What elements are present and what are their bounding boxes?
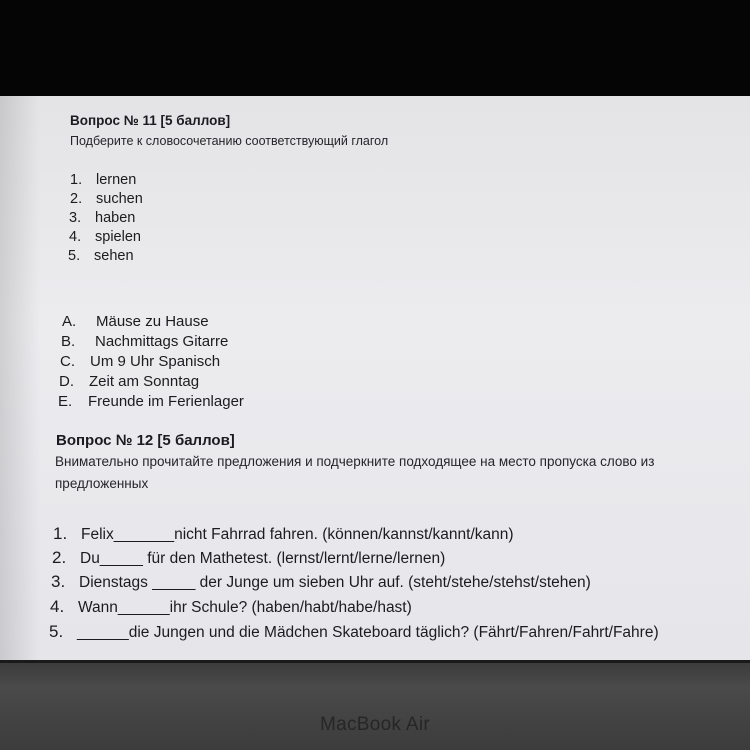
laptop-screen <box>0 96 750 660</box>
laptop-brand-label: MacBook Air <box>320 714 430 735</box>
sentence-item: 5. ______die Jungen und die Mädchen Skateboard täglich? (Fährt/Fahren/Fahrt/Fahre) <box>49 622 659 641</box>
phrase-item: C. Um 9 Uhr Spanisch <box>60 353 221 370</box>
dark-background-top <box>0 0 750 96</box>
sentence-item: 4. Wann______ihr Schule? (haben/habt/habe/hast) <box>50 597 412 616</box>
sentence-item: 2. Du_____ für den Mathetest. (lernst/lernt/lerne/lernen) <box>52 548 446 567</box>
phrase-item: A. Mäuse zu Hause <box>62 313 209 330</box>
question-12-title: Вопрос № 12 [5 баллов] <box>56 432 235 449</box>
question-11-title: Вопрос № 11 [5 баллов] <box>70 113 231 128</box>
question-12-instruction-cont: предложенных <box>55 476 149 491</box>
verb-item: 1. lernen <box>70 172 137 188</box>
phrase-item: E. Freunde im Ferienlager <box>58 393 244 410</box>
screen-shadow <box>0 96 40 660</box>
question-12-instruction: Внимательно прочитайте предложения и подчеркните подходящее на место пропуска слово из <box>55 454 655 469</box>
screen-edge <box>0 660 750 663</box>
phrase-item: B. Nachmittags Gitarre <box>61 333 229 350</box>
question-11-instruction: Подберите к словосочетанию соответствующий глагол <box>70 134 389 148</box>
verb-item: 2. suchen <box>70 191 143 207</box>
verb-item: 3. haben <box>69 210 136 226</box>
laptop-bezel <box>0 660 750 750</box>
phrase-item: D. Zeit am Sonntag <box>59 373 200 390</box>
sentence-item: 1. Felix_______nicht Fahrrad fahren. (können/kannst/kannt/kann) <box>53 524 514 543</box>
verb-item: 5. sehen <box>68 248 134 264</box>
sentence-item: 3. Dienstags _____ der Junge um sieben Uhr auf. (steht/stehe/stehst/stehen) <box>51 572 591 591</box>
verb-item: 4. spielen <box>69 229 141 245</box>
